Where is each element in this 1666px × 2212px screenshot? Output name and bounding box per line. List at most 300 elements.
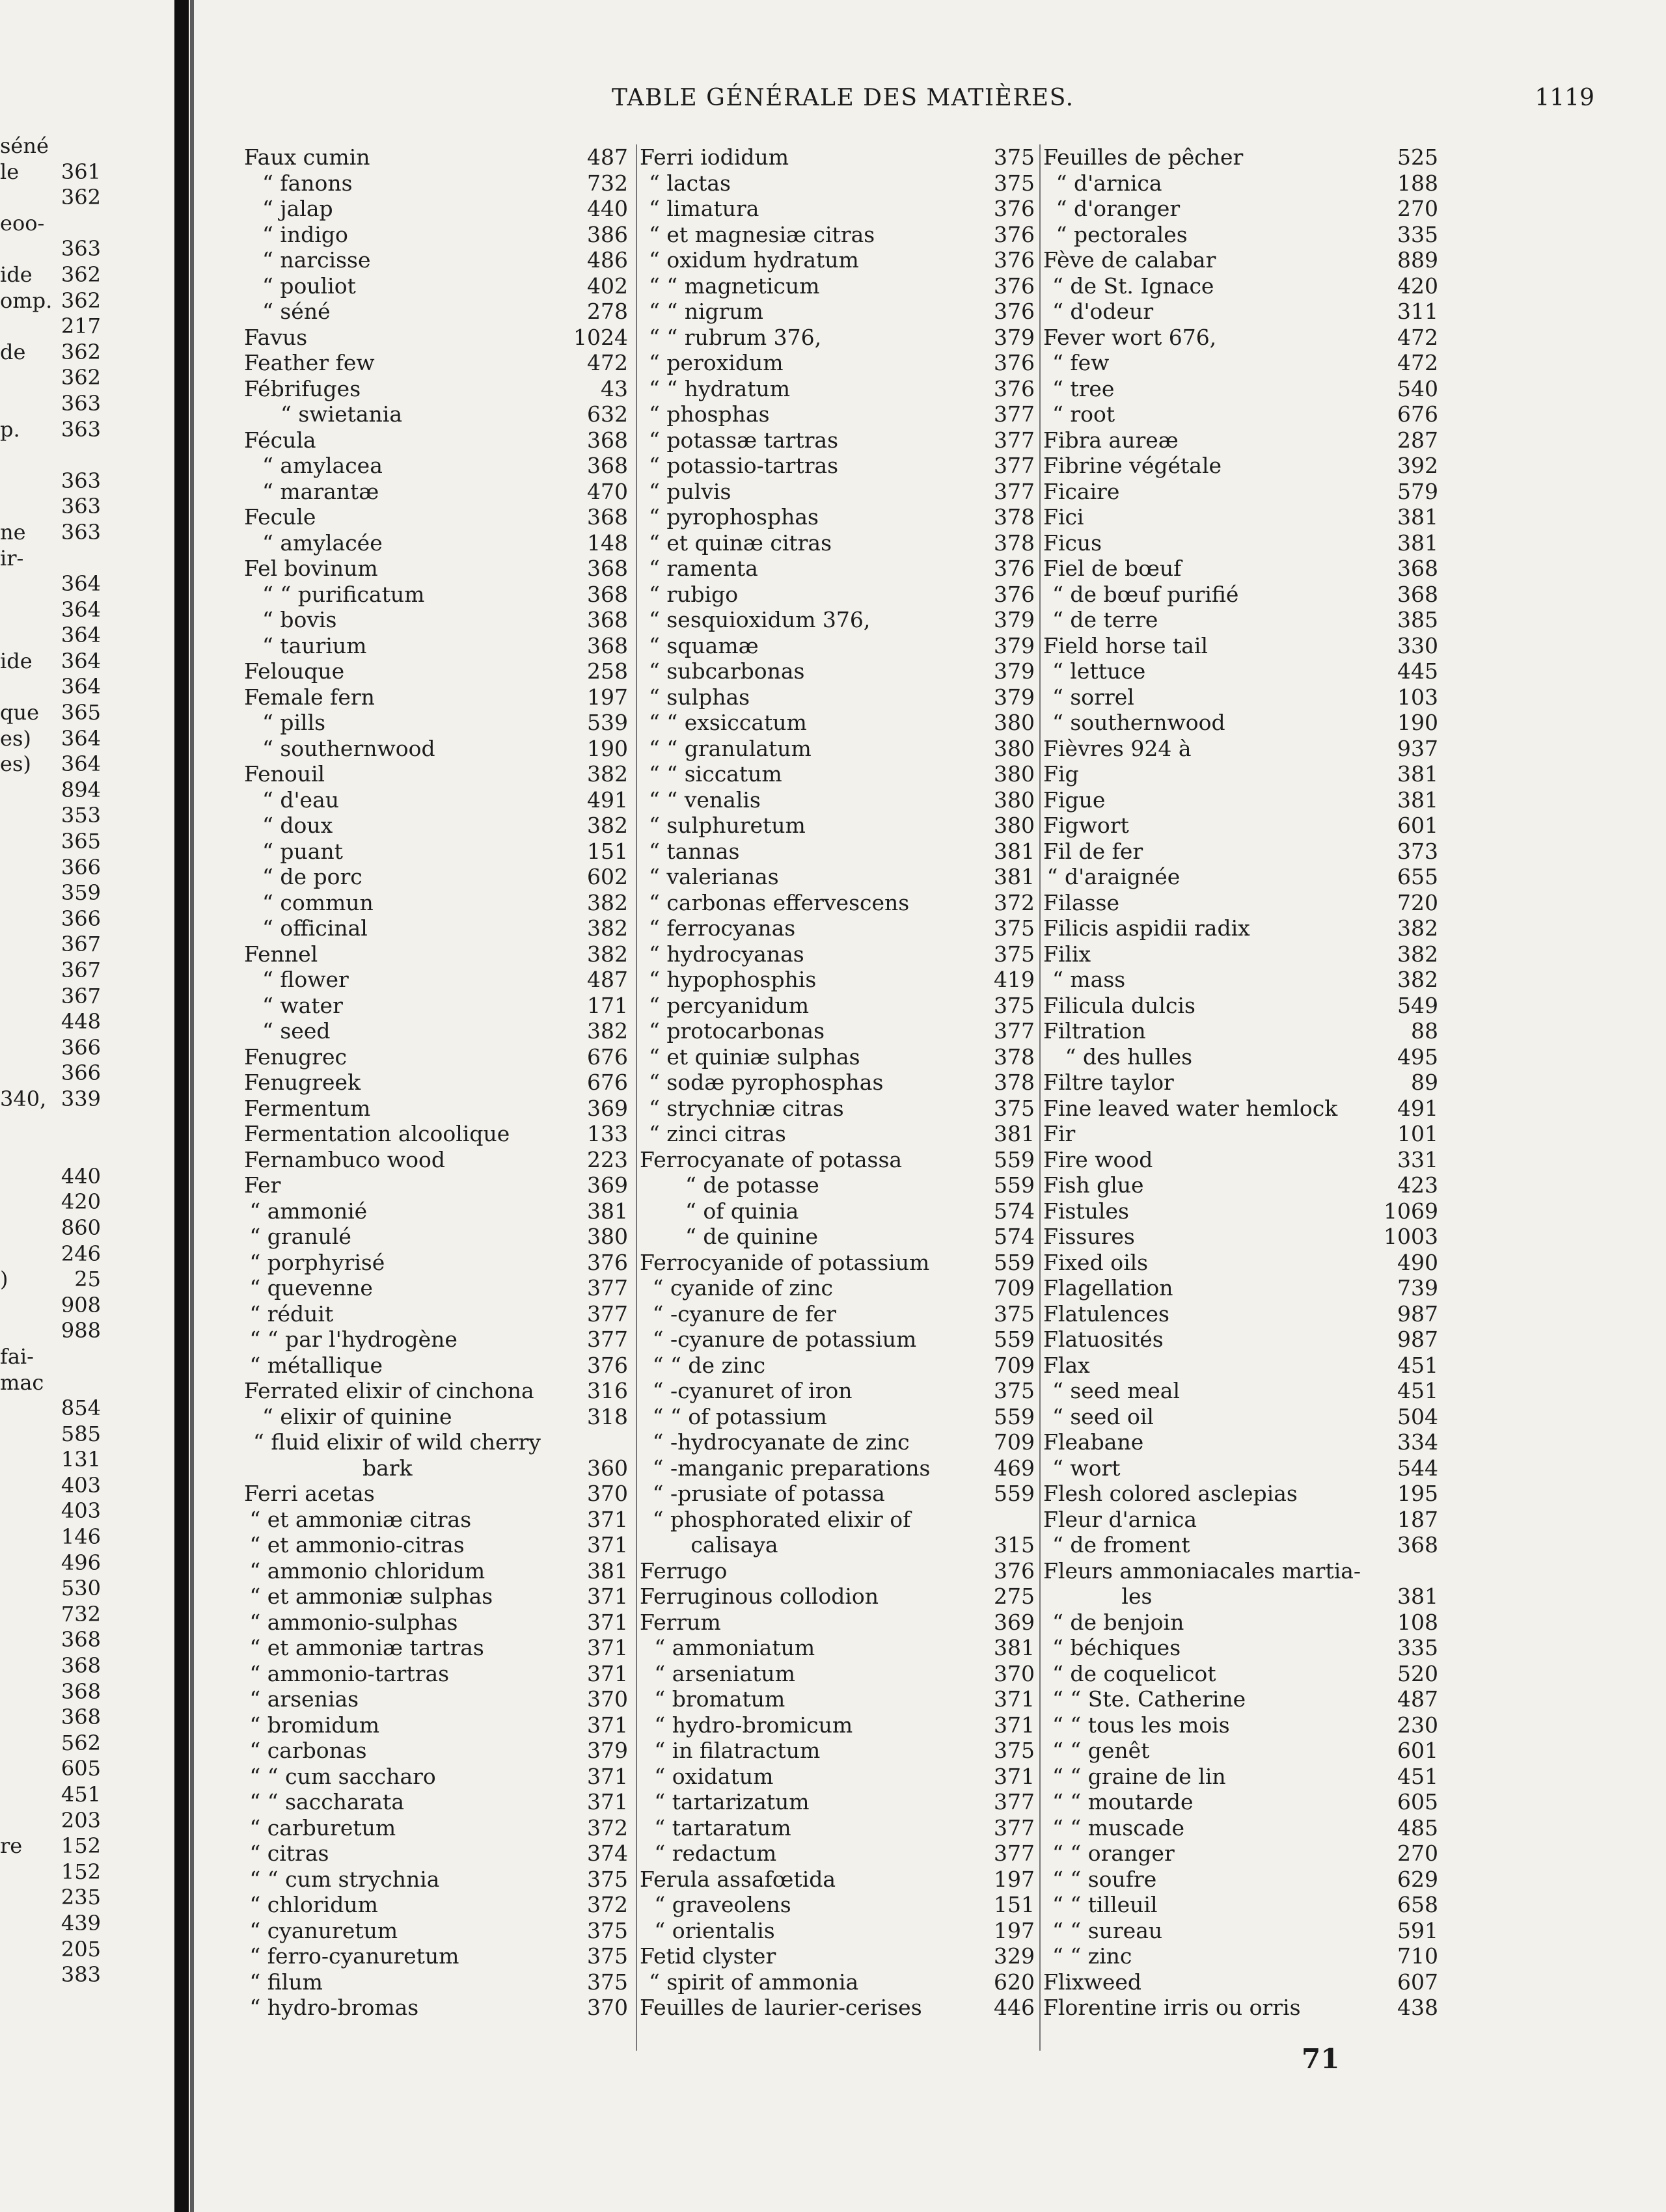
index-entry	[640, 1532, 1038, 1558]
entry-term: bark	[362, 1455, 413, 1481]
fragment-page-ref: 368	[61, 1627, 101, 1652]
entry-term: “ ramenta	[649, 556, 758, 581]
entry-page-number: 368	[587, 581, 628, 607]
entry-page-number: 376	[994, 247, 1035, 273]
index-entry	[1043, 813, 1441, 839]
index-entry	[1043, 325, 1441, 351]
fragment-line	[0, 1833, 172, 1859]
index-entry	[1043, 1841, 1441, 1867]
entry-page-number: 195	[1397, 1481, 1438, 1506]
entry-page-number: 445	[1397, 658, 1438, 684]
entry-term: “ quevenne	[249, 1275, 373, 1301]
index-entry	[640, 556, 1038, 582]
entry-page-number: 369	[587, 1172, 628, 1198]
entry-term: Felouque	[244, 658, 345, 684]
fragment-line	[0, 185, 172, 211]
entry-term: calisaya	[690, 1532, 778, 1558]
entry-term: “ indigo	[262, 221, 348, 247]
entry-term: “ “ de zinc	[652, 1352, 766, 1378]
fragment-line	[0, 1937, 172, 1963]
fragment-page-ref: 362	[61, 288, 101, 313]
entry-page-number: 381	[994, 864, 1035, 889]
entry-term: “ filum	[249, 1969, 323, 1995]
entry-term: Fenugreek	[244, 1070, 361, 1095]
fragment-text: séné	[0, 133, 49, 158]
previous-page-fragment	[0, 133, 172, 1988]
entry-term: “ tartaratum	[654, 1814, 791, 1841]
entry-page-number: 490	[1397, 1249, 1438, 1275]
entry-term: Fire wood	[1043, 1146, 1153, 1172]
entry-term: “ granulé	[249, 1224, 351, 1249]
entry-page-number: 601	[1397, 1738, 1438, 1763]
entry-page-number: 315	[994, 1532, 1035, 1558]
entry-term: “ -cyanure de fer	[652, 1301, 836, 1327]
entry-page-number: 270	[1397, 1841, 1438, 1866]
entry-term: “ pectorales	[1056, 221, 1188, 247]
index-entry	[1043, 1532, 1441, 1558]
index-entry	[640, 1455, 1038, 1481]
entry-page-number: 559	[994, 1249, 1035, 1275]
index-entry	[640, 1867, 1038, 1893]
entry-page-number: 376	[587, 1249, 628, 1275]
index-entry	[244, 1327, 631, 1353]
entry-term: Flixweed	[1043, 1969, 1142, 1995]
entry-page-number: 381	[1397, 787, 1438, 813]
index-entry	[244, 1892, 631, 1918]
fragment-line	[0, 1086, 172, 1113]
fragment-line	[0, 1962, 172, 1988]
index-entry	[640, 247, 1038, 273]
index-entry	[244, 556, 631, 582]
fragment-line	[0, 1705, 172, 1731]
entry-term: “ de St. Ignace	[1052, 273, 1214, 299]
fragment-page-ref: 894	[61, 777, 101, 802]
entry-term: “ “ soufre	[1052, 1866, 1157, 1892]
index-entry	[640, 915, 1038, 941]
fragment-text: es)	[0, 751, 31, 777]
entry-term: “ phosphorated elixir of	[652, 1506, 911, 1532]
fragment-page-ref: 585	[61, 1421, 101, 1446]
entry-page-number: 382	[587, 761, 628, 787]
fragment-page-ref: 854	[61, 1396, 101, 1421]
fragment-line	[0, 159, 172, 185]
entry-page-number: 451	[1397, 1352, 1438, 1378]
entry-page-number: 375	[994, 144, 1035, 170]
entry-term: “ -cyanure de potassium	[652, 1327, 917, 1352]
fragment-line	[0, 751, 172, 777]
entry-page-number: 732	[587, 170, 628, 196]
index-entry	[640, 607, 1038, 633]
entry-term: “ cyanide of zinc	[652, 1275, 833, 1301]
book-spine-shadow	[190, 0, 194, 2212]
entry-term: Faux cumin	[244, 144, 370, 170]
index-entry	[1043, 1121, 1441, 1147]
fragment-page-ref: 860	[61, 1215, 101, 1240]
entry-term: Feuilles de laurier-cerises	[640, 1995, 922, 2020]
entry-term: Fève de calabar	[1043, 247, 1216, 273]
index-entry	[1043, 993, 1441, 1019]
entry-page-number: 709	[994, 1352, 1035, 1378]
index-entry	[1043, 1353, 1441, 1379]
entry-page-number: 151	[994, 1892, 1035, 1917]
fragment-page-ref: 25	[74, 1267, 101, 1292]
entry-term: “ “ rubrum 376,	[649, 324, 822, 350]
entry-page-number: 709	[994, 1429, 1035, 1455]
index-entry	[244, 1867, 631, 1893]
index-entry	[640, 787, 1038, 813]
entry-page-number: 379	[994, 324, 1035, 350]
index-entry	[244, 247, 631, 273]
entry-term: “ seed meal	[1052, 1378, 1181, 1403]
entry-term: Favus	[244, 324, 308, 350]
entry-page-number: 187	[1397, 1506, 1438, 1532]
fragment-line	[0, 958, 172, 984]
entry-term: “ few	[1052, 350, 1110, 375]
fragment-page-ref: 131	[61, 1447, 101, 1472]
fragment-page-ref: 362	[61, 185, 101, 210]
index-entry	[1043, 1147, 1441, 1173]
entry-page-number: 381	[994, 838, 1035, 864]
index-entry	[640, 530, 1038, 556]
entry-page-number: 377	[994, 401, 1035, 427]
index-entry	[1043, 1301, 1441, 1327]
entry-page-number: 601	[1397, 813, 1438, 838]
entry-page-number: 658	[1397, 1892, 1438, 1917]
fragment-page-ref: 339	[61, 1086, 101, 1111]
entry-page-number: 504	[1397, 1403, 1438, 1429]
index-entry	[244, 582, 631, 608]
index-entry	[244, 839, 631, 865]
fragment-text: le	[0, 159, 20, 184]
index-entry	[244, 1635, 631, 1661]
entry-term: “ “ tous les mois	[1052, 1712, 1230, 1738]
index-entry	[640, 453, 1038, 479]
entry-term: “ et magnesiæ citras	[649, 221, 875, 247]
entry-page-number: 287	[1397, 427, 1438, 453]
entry-term: “ “ moutarde	[1052, 1789, 1194, 1814]
fragment-page-ref: 362	[61, 339, 101, 364]
index-entry	[1043, 839, 1441, 865]
entry-page-number: 376	[994, 273, 1035, 299]
index-entry	[1043, 1738, 1441, 1764]
entry-page-number: 375	[587, 1969, 628, 1995]
entry-term: “ d'eau	[262, 787, 340, 813]
entry-term: “ carburetum	[249, 1814, 396, 1841]
fragment-page-ref: 530	[61, 1576, 101, 1601]
index-entry	[640, 325, 1038, 351]
entry-page-number: 420	[1397, 273, 1438, 299]
fragment-text: ide	[0, 262, 33, 287]
entry-page-number: 607	[1397, 1969, 1438, 1995]
index-entry	[1043, 1584, 1441, 1610]
entry-page-number: 375	[994, 1095, 1035, 1121]
fragment-line	[0, 236, 172, 262]
entry-term: “ de benjoin	[1052, 1609, 1184, 1635]
entry-term: “ “ granulatum	[649, 735, 812, 761]
entry-term: “ de quinine	[685, 1224, 819, 1249]
entry-term: “ taurium	[262, 632, 367, 658]
index-entry	[1043, 1892, 1441, 1918]
fragment-page-ref: 364	[61, 674, 101, 699]
entry-page-number: 376	[994, 196, 1035, 221]
fragment-page-ref: 496	[61, 1550, 101, 1575]
index-entry	[1043, 1481, 1441, 1507]
entry-term: “ sodæ pyrophosphas	[649, 1070, 884, 1095]
index-entry	[244, 144, 631, 170]
index-entry	[640, 401, 1038, 427]
entry-page-number: 371	[587, 1789, 628, 1814]
fragment-line	[0, 674, 172, 700]
entry-page-number: 133	[587, 1121, 628, 1146]
entry-term: “ des hulles	[1065, 1044, 1193, 1070]
index-entry	[640, 1018, 1038, 1044]
entry-term: Fever wort 676,	[1043, 324, 1217, 350]
entry-term: “ hypophosphis	[649, 967, 817, 992]
entry-page-number: 377	[587, 1327, 628, 1352]
entry-term: “ -prusiate of potassa	[652, 1481, 885, 1506]
page-header	[195, 85, 1653, 124]
entry-term: “ wort	[1052, 1455, 1121, 1481]
entry-page-number: 190	[587, 735, 628, 761]
fragment-page-ref: 364	[61, 751, 101, 777]
page-number: 1119	[1535, 85, 1594, 111]
index-entry	[244, 1353, 631, 1379]
index-entry	[244, 196, 631, 222]
entry-term: “ et ammoniæ citras	[249, 1506, 472, 1532]
index-entry	[244, 453, 631, 479]
entry-page-number: 520	[1397, 1660, 1438, 1686]
entry-page-number: 370	[587, 1686, 628, 1712]
entry-page-number: 360	[587, 1455, 628, 1481]
fragment-line	[0, 855, 172, 881]
index-entry	[244, 787, 631, 813]
index-entry	[244, 1507, 631, 1533]
fragment-page-ref: 363	[61, 416, 101, 442]
entry-page-number: 371	[587, 1584, 628, 1609]
entry-term: Fleurs ammoniacales martia-	[1043, 1558, 1361, 1584]
index-entry	[640, 1096, 1038, 1122]
entry-term: Ferrated elixir of cinchona	[244, 1378, 534, 1403]
entry-term: Fixed oils	[1043, 1249, 1149, 1275]
fragment-line	[0, 442, 172, 468]
index-entry	[1043, 1661, 1441, 1687]
fragment-line	[0, 468, 172, 494]
index-entry	[640, 1584, 1038, 1610]
entry-page-number: 376	[994, 299, 1035, 324]
entry-page-number: 370	[994, 1660, 1035, 1686]
entry-term: “ carbonas effervescens	[649, 889, 910, 915]
index-entry	[1043, 1918, 1441, 1944]
index-entry	[1043, 736, 1441, 762]
index-entry	[640, 144, 1038, 170]
fragment-page-ref: 368	[61, 1653, 101, 1679]
fragment-line	[0, 880, 172, 906]
entry-term: “ amylacea	[262, 453, 383, 478]
entry-term: “ “ Ste. Catherine	[1052, 1686, 1246, 1712]
entry-page-number: 381	[1397, 761, 1438, 787]
fragment-line	[0, 623, 172, 649]
index-entry	[1043, 890, 1441, 916]
entry-page-number: 739	[1397, 1275, 1438, 1301]
entry-term: Ferula assafœtida	[640, 1866, 836, 1892]
entry-page-number: 371	[587, 1712, 628, 1738]
fragment-text: ir-	[0, 545, 24, 571]
index-entry	[1043, 170, 1441, 196]
entry-term: “ bovis	[262, 607, 337, 632]
index-entry	[244, 1610, 631, 1636]
entry-page-number: 101	[1397, 1121, 1438, 1146]
fragment-line	[0, 1318, 172, 1344]
entry-page-number: 381	[1397, 504, 1438, 530]
fragment-text: fai-	[0, 1343, 34, 1369]
entry-page-number: 419	[994, 967, 1035, 992]
entry-page-number: 402	[587, 273, 628, 299]
entry-term: “ bromidum	[249, 1712, 380, 1738]
entry-page-number: 368	[1397, 1532, 1438, 1558]
entry-term: “ arseniatum	[654, 1660, 795, 1686]
entry-page-number: 375	[994, 1738, 1035, 1763]
entry-page-number: 376	[994, 556, 1035, 581]
entry-term: “ sulphas	[649, 684, 750, 710]
entry-term: Fibrine végétale	[1043, 453, 1222, 478]
index-entry	[640, 1198, 1038, 1224]
entry-page-number: 469	[994, 1455, 1035, 1481]
fragment-line	[0, 1653, 172, 1679]
fragment-line	[0, 1859, 172, 1885]
fragment-page-ref: 448	[61, 1009, 101, 1034]
index-entry	[244, 1429, 631, 1455]
fragment-page-ref: 364	[61, 648, 101, 673]
entry-term: “ séné	[262, 299, 331, 324]
index-entry	[244, 607, 631, 633]
fragment-line	[0, 1293, 172, 1319]
index-entry	[1043, 427, 1441, 453]
entry-term: “ de bœuf purifié	[1052, 581, 1239, 607]
entry-page-number: 375	[587, 1866, 628, 1892]
fragment-page-ref: 235	[61, 1885, 101, 1910]
index-entry	[244, 1532, 631, 1558]
fragment-line	[0, 1189, 172, 1215]
entry-term: “ limatura	[649, 196, 759, 221]
index-entry	[244, 1378, 631, 1404]
entry-term: “ ammonié	[249, 1198, 368, 1224]
index-column-3	[1043, 144, 1441, 2096]
entry-page-number: 605	[1397, 1789, 1438, 1814]
index-entry	[1043, 247, 1441, 273]
entry-term: “ et quinæ citras	[649, 530, 832, 556]
entry-term: “ d'oranger	[1056, 196, 1181, 221]
entry-page-number: 371	[587, 1609, 628, 1635]
fragment-line	[0, 1113, 172, 1139]
index-entry	[1043, 1018, 1441, 1044]
index-entry	[1043, 401, 1441, 427]
entry-term: “ carbonas	[249, 1738, 367, 1763]
entry-term: “ réduit	[249, 1301, 334, 1327]
index-entry	[244, 1789, 631, 1815]
fragment-line	[0, 340, 172, 366]
index-entry	[244, 684, 631, 710]
index-entry	[244, 710, 631, 736]
index-entry	[640, 813, 1038, 839]
index-entry	[1043, 1969, 1441, 1995]
entry-term: “ “ oranger	[1052, 1841, 1175, 1866]
index-entry	[1043, 1044, 1441, 1070]
entry-term: Filicis aspidii radix	[1043, 915, 1250, 941]
index-entry	[640, 273, 1038, 299]
index-entry	[1043, 556, 1441, 582]
entry-page-number: 676	[587, 1044, 628, 1070]
fragment-line	[0, 1422, 172, 1448]
index-entry	[1043, 864, 1441, 890]
fragment-line	[0, 1267, 172, 1293]
entry-page-number: 382	[587, 889, 628, 915]
entry-term: Fleabane	[1043, 1429, 1144, 1455]
book-spine-gutter	[174, 0, 189, 2212]
entry-page-number: 380	[587, 1224, 628, 1249]
entry-term: “ tree	[1052, 375, 1115, 401]
index-entry	[1043, 607, 1441, 633]
entry-page-number: 559	[994, 1327, 1035, 1352]
entry-page-number: 495	[1397, 1044, 1438, 1070]
index-entry	[1043, 1712, 1441, 1738]
entry-term: “ d'arnica	[1056, 170, 1162, 196]
entry-page-number: 380	[994, 735, 1035, 761]
index-entry	[244, 1995, 631, 2021]
fragment-page-ref: 366	[61, 1060, 101, 1086]
entry-term: “ “ siccatum	[649, 761, 782, 787]
fragment-page-ref: 368	[61, 1679, 101, 1704]
index-entry	[640, 1918, 1038, 1944]
entry-term: Figwort	[1043, 813, 1129, 838]
entry-term: Fiel de bœuf	[1043, 556, 1182, 581]
index-entry	[1043, 1995, 1441, 2021]
entry-term: Fistules	[1043, 1198, 1129, 1224]
entry-term: Flatuosités	[1043, 1327, 1164, 1352]
index-entry	[244, 299, 631, 325]
index-entry	[1043, 504, 1441, 530]
fragment-line	[0, 546, 172, 572]
fragment-page-ref: 217	[61, 314, 101, 339]
entry-term: Flatulences	[1043, 1301, 1169, 1327]
index-entry	[244, 993, 631, 1019]
index-entry	[1043, 222, 1441, 248]
fragment-line	[0, 700, 172, 726]
entry-term: “ amylacée	[262, 530, 383, 556]
fragment-line	[0, 391, 172, 417]
entry-page-number: 376	[587, 1352, 628, 1378]
entry-term: “ “ zinc	[1052, 1943, 1132, 1969]
entry-term: “ potassio-tartras	[649, 453, 839, 478]
entry-page-number: 369	[587, 1095, 628, 1121]
entry-page-number: 451	[1397, 1378, 1438, 1403]
index-entry	[244, 967, 631, 993]
entry-term: “ mass	[1052, 967, 1126, 992]
entry-term: Filicula dulcis	[1043, 992, 1195, 1018]
index-entry	[1043, 582, 1441, 608]
index-entry	[244, 1018, 631, 1044]
entry-term: “ lettuce	[1052, 658, 1146, 684]
entry-term: “ de coquelicot	[1052, 1660, 1216, 1686]
index-entry	[244, 1686, 631, 1712]
index-entry	[244, 530, 631, 556]
entry-page-number: 197	[994, 1866, 1035, 1892]
entry-page-number: 710	[1397, 1943, 1438, 1969]
entry-page-number: 43	[601, 375, 628, 401]
entry-term: “ chloridum	[249, 1892, 378, 1917]
index-entry	[244, 350, 631, 376]
fragment-line	[0, 984, 172, 1010]
index-entry	[640, 1995, 1038, 2021]
